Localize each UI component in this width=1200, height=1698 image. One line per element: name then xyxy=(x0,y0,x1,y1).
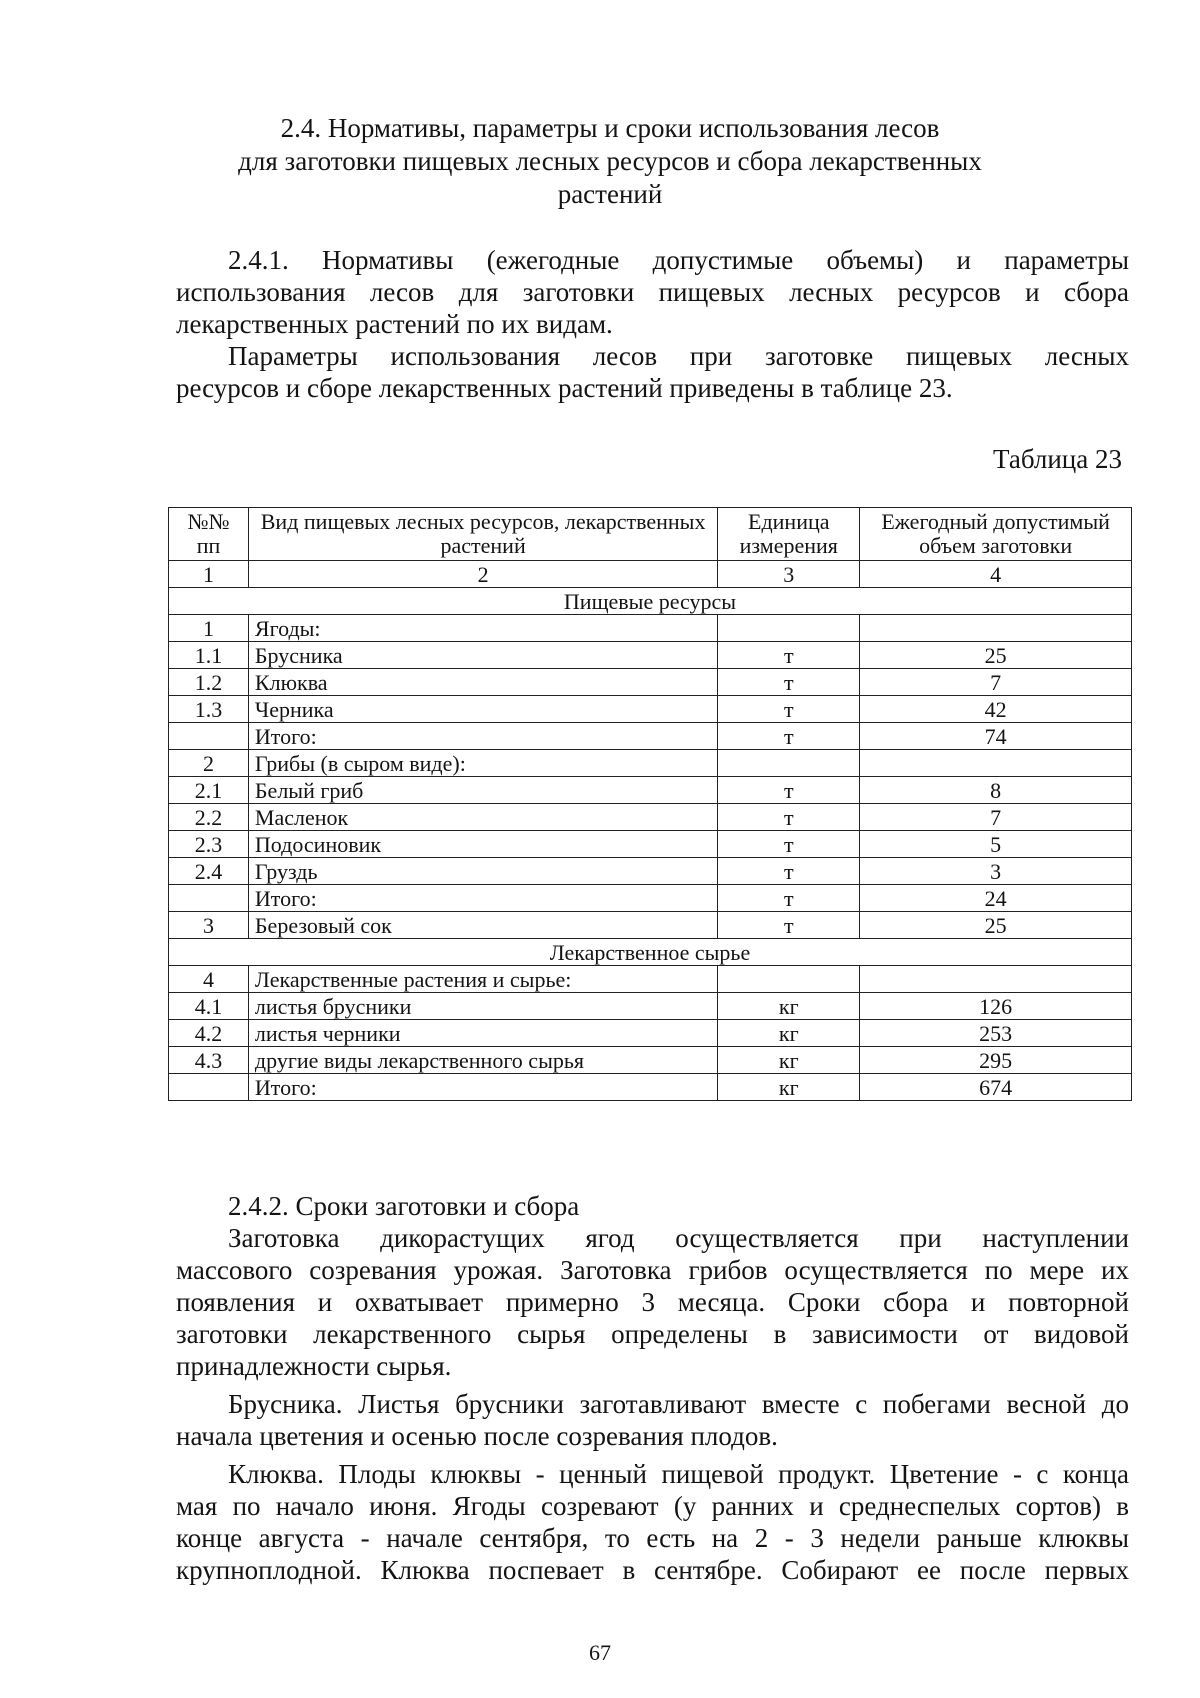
table-row xyxy=(169,1047,1132,1074)
paragraph-line: заготовки лекарственного сырья определены в зависимости от видовой xyxy=(176,1319,1129,1349)
paragraph-line: 2.4.1. Нормативы (ежегодные допустимые объемы) и параметры xyxy=(228,245,1129,275)
row-resource-name: Грибы (в сыром виде): xyxy=(248,750,717,777)
column-number: 3 xyxy=(718,561,860,588)
row-number: 4 xyxy=(169,966,249,993)
intro-paragraph xyxy=(176,340,1129,404)
row-volume: 3 xyxy=(860,858,1132,885)
row-unit xyxy=(718,966,860,993)
header-resource-type: Вид пищевых лесных ресурсов, лекарственных растений xyxy=(248,508,717,561)
heading-line: 2.4. Нормативы, параметры и сроки использования лесов xyxy=(280,113,940,143)
table-row xyxy=(169,615,1132,642)
paragraph-line: крупноплодной. Клюква поспевает в сентябре. Собирают ее после первых xyxy=(176,1555,1129,1585)
row-volume: 126 xyxy=(860,993,1132,1020)
row-volume xyxy=(860,615,1132,642)
table-row xyxy=(169,696,1132,723)
paragraph-line: использования лесов для заготовки пищевых лесных ресурсов и сбора xyxy=(176,277,1129,307)
row-unit: т xyxy=(718,723,860,750)
header-number: №№ пп xyxy=(169,508,249,561)
row-unit xyxy=(718,750,860,777)
paragraph-line: Заготовка дикорастущих ягод осуществляется при наступлении xyxy=(228,1223,1129,1253)
row-volume xyxy=(860,966,1132,993)
row-unit: т xyxy=(718,831,860,858)
table-row xyxy=(169,804,1132,831)
paragraph-line: начала цветения и осенью после созревания плодов. xyxy=(176,1421,778,1451)
table-row xyxy=(169,750,1132,777)
table-row xyxy=(169,1020,1132,1047)
row-resource-name: Итого: xyxy=(248,723,717,750)
row-volume: 295 xyxy=(860,1047,1132,1074)
heading-line: для заготовки пищевых лесных ресурсов и сбора лекарственных xyxy=(238,146,982,176)
row-resource-name: Белый гриб xyxy=(248,777,717,804)
paragraph-line: Параметры использования лесов при заготовке пищевых лесных xyxy=(228,341,1129,371)
paragraph-line: мая по начало июня. Ягоды созревают (у ранних и среднеспелых сортов) в xyxy=(176,1491,1129,1521)
row-number: 1.3 xyxy=(169,696,249,723)
row-unit: кг xyxy=(718,1047,860,1074)
row-volume: 7 xyxy=(860,669,1132,696)
table-caption: Таблица 23 xyxy=(993,444,1122,474)
klukva-paragraph xyxy=(176,1458,1129,1586)
row-number: 2.2 xyxy=(169,804,249,831)
brusnika-paragraph xyxy=(176,1388,1129,1452)
paragraph-line: ресурсов и сборе лекарственных растений приведены в таблице 23. xyxy=(176,373,953,403)
row-resource-name: Брусника xyxy=(248,642,717,669)
row-resource-name: Черника xyxy=(248,696,717,723)
row-unit: т xyxy=(718,669,860,696)
section-row-food xyxy=(169,588,1132,615)
row-resource-name: Итого: xyxy=(248,885,717,912)
row-unit: т xyxy=(718,642,860,669)
row-unit: кг xyxy=(718,993,860,1020)
row-volume: 25 xyxy=(860,642,1132,669)
row-number: 4.3 xyxy=(169,1047,249,1074)
row-unit: т xyxy=(718,696,860,723)
heading-line: растений xyxy=(557,179,663,209)
section-heading xyxy=(160,112,1060,211)
row-number: 4.1 xyxy=(169,993,249,1020)
row-number: 2.1 xyxy=(169,777,249,804)
row-number: 2.4 xyxy=(169,858,249,885)
row-unit: т xyxy=(718,912,860,939)
row-number: 3 xyxy=(169,912,249,939)
column-number: 1 xyxy=(169,561,249,588)
row-number: 2 xyxy=(169,750,249,777)
section-title: 2.4.2. Сроки заготовки и сбора xyxy=(228,1191,580,1221)
table-row xyxy=(169,885,1132,912)
table-row xyxy=(169,1074,1132,1101)
row-resource-name: Березовый сок xyxy=(248,912,717,939)
row-volume: 8 xyxy=(860,777,1132,804)
table-row xyxy=(169,966,1132,993)
section-label: Пищевые ресурсы xyxy=(169,588,1132,615)
row-resource-name: листья брусники xyxy=(248,993,717,1020)
row-resource-name: Ягоды: xyxy=(248,615,717,642)
table-row xyxy=(169,777,1132,804)
row-unit: т xyxy=(718,777,860,804)
row-resource-name: листья черники xyxy=(248,1020,717,1047)
row-volume xyxy=(860,750,1132,777)
row-volume: 253 xyxy=(860,1020,1132,1047)
row-unit xyxy=(718,615,860,642)
table-row xyxy=(169,669,1132,696)
row-volume: 674 xyxy=(860,1074,1132,1101)
row-unit: кг xyxy=(718,1020,860,1047)
row-number xyxy=(169,885,249,912)
row-resource-name: Лекарственные растения и сырье: xyxy=(248,966,717,993)
resources-table xyxy=(168,507,1132,1101)
paragraph-line: принадлежности сырья. xyxy=(176,1351,452,1381)
row-number: 1.1 xyxy=(169,642,249,669)
table-row xyxy=(169,642,1132,669)
row-number xyxy=(169,723,249,750)
table-row xyxy=(169,993,1132,1020)
row-number: 2.3 xyxy=(169,831,249,858)
row-volume: 25 xyxy=(860,912,1132,939)
table-row xyxy=(169,831,1132,858)
row-resource-name: Итого: xyxy=(248,1074,717,1101)
section-242-title xyxy=(176,1190,1129,1222)
column-number: 4 xyxy=(860,561,1132,588)
page-number: 67 xyxy=(589,1640,611,1665)
table-row xyxy=(169,858,1132,885)
paragraph-line: Клюква. Плоды клюквы - ценный пищевой продукт. Цветение - с конца xyxy=(228,1459,1129,1489)
row-resource-name: Подосиновик xyxy=(248,831,717,858)
row-number xyxy=(169,1074,249,1101)
row-volume: 24 xyxy=(860,885,1132,912)
row-volume: 74 xyxy=(860,723,1132,750)
row-number: 4.2 xyxy=(169,1020,249,1047)
header-annual-volume: Ежегодный допустимый объем заготовки xyxy=(860,508,1132,561)
table-row xyxy=(169,723,1132,750)
column-number: 2 xyxy=(248,561,717,588)
paragraph-line: появления и охватывает примерно 3 месяца. Сроки сбора и повторной xyxy=(176,1287,1129,1317)
row-unit: т xyxy=(718,858,860,885)
table-column-numbers-row xyxy=(169,561,1132,588)
section-row-medicinal xyxy=(169,939,1132,966)
row-resource-name: Масленок xyxy=(248,804,717,831)
paragraph-line: Брусника. Листья брусники заготавливают вместе с побегами весной до xyxy=(228,1389,1129,1419)
row-resource-name: другие виды лекарственного сырья xyxy=(248,1047,717,1074)
header-unit: Единица измерения xyxy=(718,508,860,561)
table-body xyxy=(169,588,1132,1101)
row-resource-name: Клюква xyxy=(248,669,717,696)
paragraph-line: массового созревания урожая. Заготовка грибов осуществляется по мере их xyxy=(176,1255,1129,1285)
row-number: 1.2 xyxy=(169,669,249,696)
row-volume: 5 xyxy=(860,831,1132,858)
row-volume: 7 xyxy=(860,804,1132,831)
section-241-paragraph xyxy=(176,244,1129,340)
row-volume: 42 xyxy=(860,696,1132,723)
row-unit: т xyxy=(718,804,860,831)
section-label: Лекарственное сырье xyxy=(169,939,1132,966)
paragraph-line: лекарственных растений по их видам. xyxy=(176,309,613,339)
table-row xyxy=(169,912,1132,939)
row-unit: т xyxy=(718,885,860,912)
row-number: 1 xyxy=(169,615,249,642)
paragraph-line: конце августа - начале сентября, то есть на 2 - 3 недели раньше клюквы xyxy=(176,1523,1129,1553)
row-unit: кг xyxy=(718,1074,860,1101)
zagotovka-paragraph xyxy=(176,1222,1129,1382)
table-header-row xyxy=(169,508,1132,561)
row-resource-name: Груздь xyxy=(248,858,717,885)
